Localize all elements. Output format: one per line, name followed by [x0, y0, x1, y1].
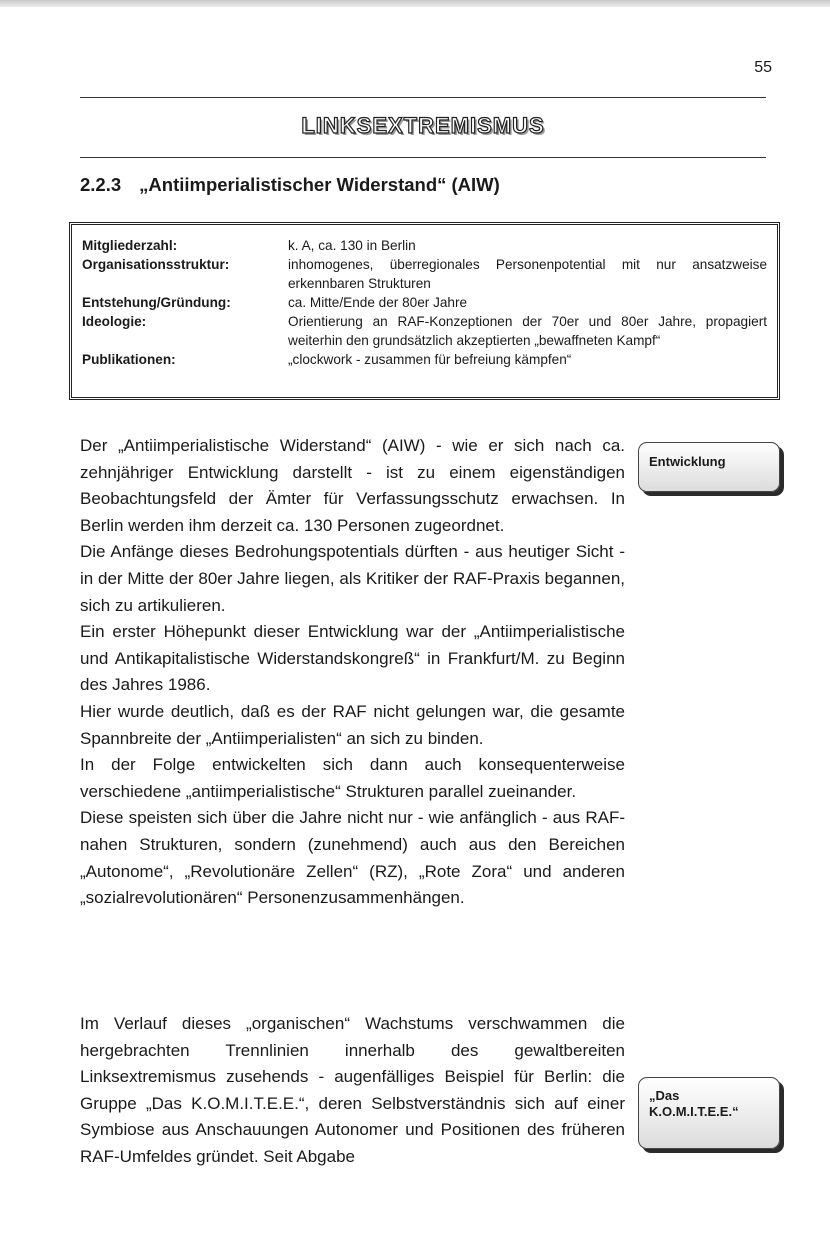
info-value: inhomogenes, überregionales Personenpotential mit nur ansatzweise erkennbaren Strukturen [288, 257, 767, 291]
info-value: Orientierung an RAF-Konzeptionen der 70er und 80er Jahre, propagiert weiterhin den grundsätzlich akzeptierten „bewaffneten Kampf“ [288, 314, 767, 348]
body-text-block [80, 1011, 625, 1171]
running-head: LINKSEXTREMISMUS [301, 113, 545, 138]
paragraph: Die Anfänge dieses Bedrohungspotentials dürften - aus heutiger Sicht - in der Mitte der 80er Jahre liegen, als Kritiker der RAF-Praxis begannen, sich zu artikulieren. [80, 542, 625, 615]
paragraph: Hier wurde deutlich, daß es der RAF nicht gelungen war, die gesamte Spannbreite der „Antiimperialisten“ an sich zu binden. [80, 701, 625, 748]
info-row-publications [82, 350, 767, 369]
info-label: Organisationsstruktur: [82, 257, 230, 272]
header-rule-bottom [80, 157, 766, 158]
info-label: Ideologie: [82, 314, 147, 329]
header-rule-top [80, 97, 766, 98]
info-value: ca. Mitte/Ende der 80er Jahre [288, 295, 468, 310]
section-title: „Antiimperialistischer Widerstand“ (AIW) [139, 174, 500, 195]
page-number: 55 [754, 59, 772, 76]
info-value: „clockwork - zusammen für befreiung kämpfen“ [288, 352, 572, 367]
scan-edge [0, 0, 830, 7]
info-label: Entstehung/Gründung: [82, 295, 231, 310]
section-number: 2.2.3 [80, 174, 122, 195]
info-label: Publikationen: [82, 352, 176, 367]
info-row-founding [82, 293, 767, 312]
paragraph: Diese speisten sich über die Jahre nicht nur - wie anfänglich - aus RAF-nahen Strukturen, sondern (zunehmend) auch aus den Bereichen „Autonome“, „Revolutionäre Zellen“ (RZ), „Rote Zora“ und anderen „sozialrevolutionären“ Personenzusammenhängen. [80, 808, 625, 908]
info-row-members [82, 236, 767, 255]
info-value: k. A, ca. 130 in Berlin [288, 238, 416, 253]
margin-note-komitee: „Das K.O.M.I.T.E.E.“ [638, 1077, 780, 1149]
margin-note-entwicklung: Entwicklung [638, 442, 780, 492]
info-row-structure [82, 255, 767, 293]
body-text-block [80, 433, 625, 912]
info-label: Mitgliederzahl: [82, 238, 178, 253]
paragraph: Im Verlauf dieses „organischen“ Wachstums verschwammen die hergebrachten Trennlinien innerhalb des gewaltbereiten Linksextremismus zusehends - augenfälliges Beispiel für Berlin: die Gruppe „Das K.O.M.I.T.E.E.“, deren Selbstverständnis sich auf einer Symbiose aus Anschauungen Autonomer und Positionen des früheren RAF-Umfeldes gründet. Seit Abgabe [80, 1014, 625, 1166]
info-box [69, 222, 780, 400]
paragraph: Der „Antiimperialistische Widerstand“ (AIW) - wie er sich nach ca. zehnjähriger Entwicklung darstellt - ist zu einem eigenständigen Beobachtungsfeld der Ämter für Verfassungsschutz erwachsen. In Berlin werden ihm derzeit ca. 130 Personen zugeordnet. [80, 436, 625, 535]
paragraph: Ein erster Höhepunkt dieser Entwicklung war der „Antiimperialistische und Antikapitalistische Widerstandskongreß“ in Frankfurt/M. zu Beginn des Jahres 1986. [80, 622, 625, 695]
info-row-ideology [82, 312, 767, 350]
section-heading [80, 174, 500, 196]
paragraph: In der Folge entwickelten sich dann auch konsequenterweise verschiedene „antiimperialistische“ Strukturen parallel zueinander. [80, 755, 625, 801]
